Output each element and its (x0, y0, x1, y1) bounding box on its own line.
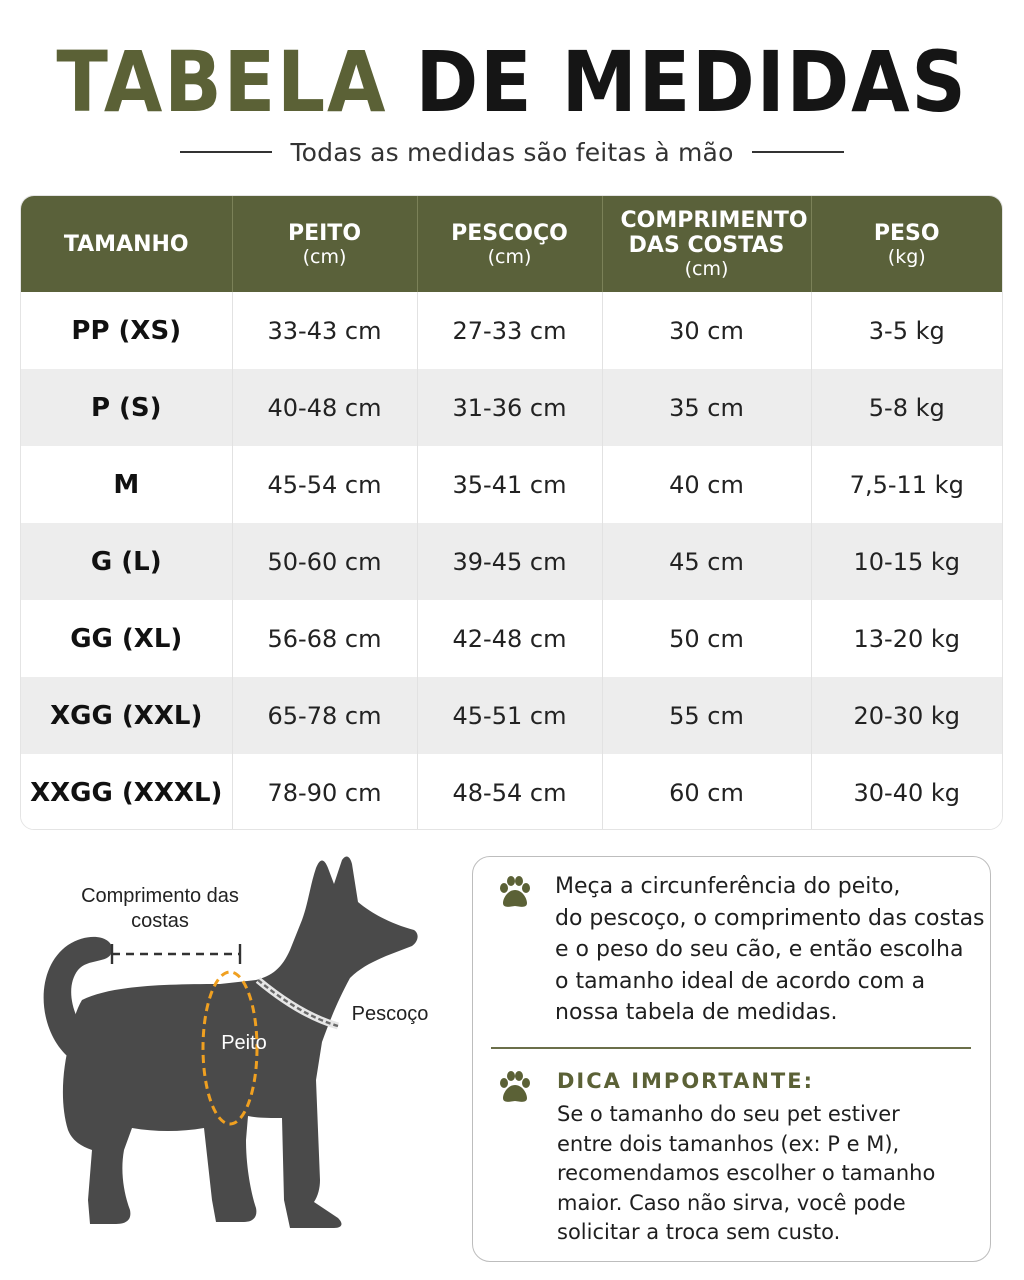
cell-size: XXGG (XXXL) (21, 754, 232, 830)
cell-weight: 10-15 kg (853, 547, 960, 576)
header-weight (811, 196, 1002, 292)
cell-weight: 13-20 kg (853, 624, 960, 653)
table-row (21, 600, 1002, 677)
cell-neck: 35-41 cm (417, 446, 602, 523)
tip-title: DICA IMPORTANTE: (557, 1069, 814, 1093)
cell-back-length: 50 cm (602, 600, 811, 677)
cell-chest: 45-54 cm (232, 446, 417, 523)
neck-label: Pescoço (351, 1003, 429, 1025)
header-label: COMPRIMENTO DAS COSTAS (620, 208, 808, 258)
cell-chest: 50-60 cm (232, 523, 417, 600)
cell-neck: 48-54 cm (417, 754, 602, 830)
cell-size: GG (XL) (21, 600, 232, 677)
cell-neck: 39-45 cm (417, 523, 602, 600)
cell-size: M (21, 446, 232, 523)
cell-weight: 7,5-11 kg (849, 470, 964, 499)
header-chest (232, 196, 417, 292)
header-label: TAMANHO (63, 231, 189, 257)
title-part-2: DE MEDIDAS (415, 33, 968, 131)
cell-chest: 78-90 cm (232, 754, 417, 830)
cell-neck: 27-33 cm (417, 292, 602, 369)
cell-weight: 20-30 kg (853, 701, 960, 730)
table-row (21, 446, 1002, 523)
header-unit: (cm) (487, 245, 532, 268)
instructions-text: Meça a circunferência do peito, do pescoço, o comprimento das costas e o peso do seu cão, e então escolha o tamanho ideal de acordo com a nossa tabela de medidas. (555, 874, 985, 1025)
cell-back-length: 40 cm (602, 446, 811, 523)
cell-back-length: 55 cm (602, 677, 811, 754)
header-size (21, 196, 232, 292)
table-header-row (21, 196, 1002, 292)
cell-size: G (L) (21, 523, 232, 600)
header-unit: (kg) (887, 245, 926, 268)
table-row (21, 523, 1002, 600)
cell-back-length: 35 cm (602, 369, 811, 446)
cell-neck: 42-48 cm (417, 600, 602, 677)
cell-size: PP (XS) (21, 292, 232, 369)
info-box (472, 856, 991, 1262)
table-row (21, 677, 1002, 754)
tip-text: Se o tamanho do seu pet estiver entre dois tamanhos (ex: P e M), recomendamos escolher o tamanho maior. Caso não sirva, você pode solicitar a troca sem custo. (557, 1102, 936, 1244)
cell-back-length: 60 cm (602, 754, 811, 830)
cell-back-length: 45 cm (602, 523, 811, 600)
table-row (21, 754, 1002, 830)
header-unit: (cm) (302, 245, 347, 268)
subtitle-left-line (180, 151, 272, 153)
header-label: PESO (873, 220, 940, 246)
paw-icon (495, 1068, 535, 1108)
cell-weight: 3-5 kg (868, 316, 945, 345)
header-label: PEITO (287, 220, 362, 246)
cell-weight: 5-8 kg (868, 393, 945, 422)
title-part-1: TABELA (56, 33, 388, 131)
cell-size: P (S) (21, 369, 232, 446)
header-back-length (602, 196, 811, 292)
table-row (21, 292, 1002, 369)
cell-chest: 65-78 cm (232, 677, 417, 754)
back-length-label: Comprimento das costas (81, 885, 239, 932)
paw-icon (495, 873, 535, 913)
size-table (20, 195, 1003, 830)
cell-chest: 33-43 cm (232, 292, 417, 369)
subtitle: Todas as medidas são feitas à mão (290, 137, 734, 167)
cell-size: XGG (XXL) (21, 677, 232, 754)
header-label: PESCOÇO (451, 220, 568, 246)
divider (491, 1047, 971, 1049)
subtitle-row (0, 136, 1024, 168)
cell-neck: 31-36 cm (417, 369, 602, 446)
cell-chest: 40-48 cm (232, 369, 417, 446)
cell-chest: 56-68 cm (232, 600, 417, 677)
cell-back-length: 30 cm (602, 292, 811, 369)
cell-neck: 45-51 cm (417, 677, 602, 754)
chest-label: Peito (221, 1032, 267, 1054)
page-title (51, 34, 973, 130)
measurement-diagram (20, 850, 460, 1270)
header-unit: (cm) (684, 258, 729, 280)
cell-weight: 30-40 kg (853, 778, 960, 807)
subtitle-right-line (752, 151, 844, 153)
header-neck (417, 196, 602, 292)
table-row (21, 369, 1002, 446)
